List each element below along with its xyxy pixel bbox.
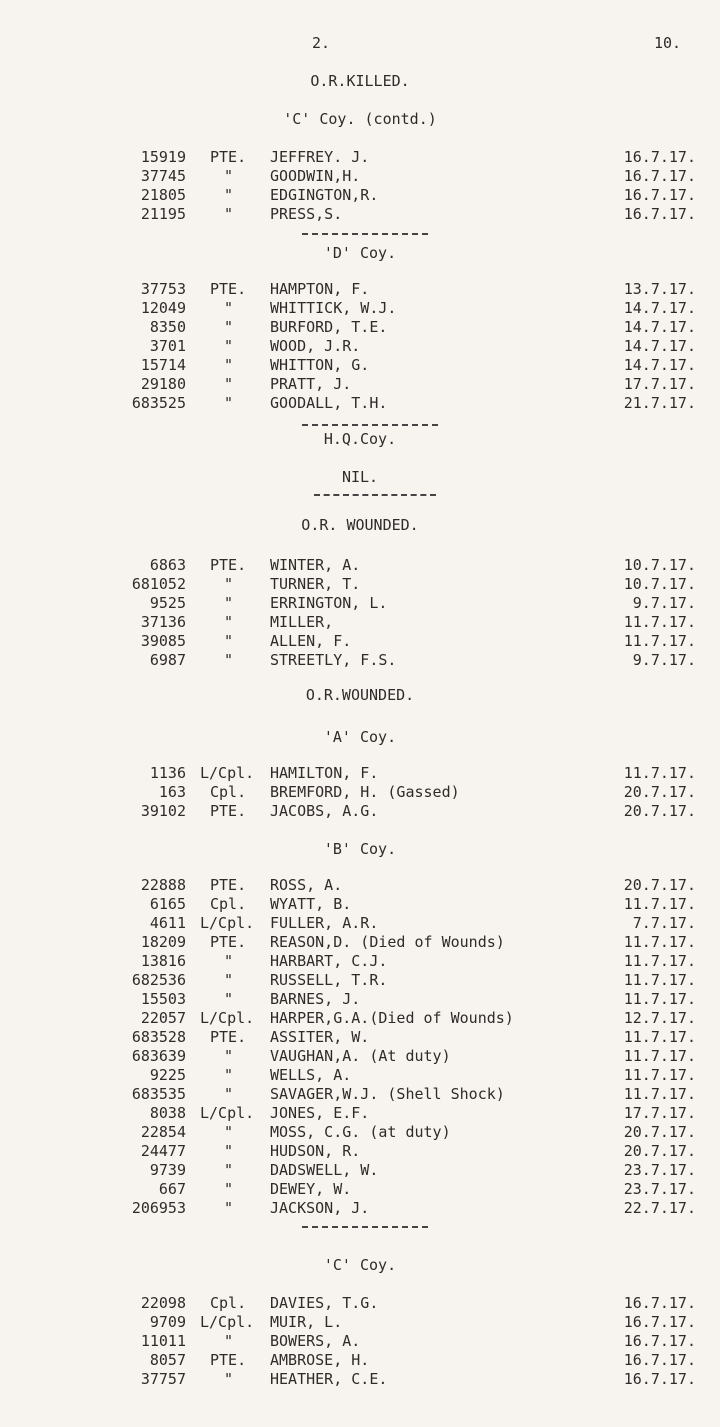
soldier-name: HARPER,G.A.(Died of Wounds): [270, 1009, 514, 1027]
soldier-name: ALLEN, F.: [270, 632, 352, 650]
casualty-date: 16.7.17.: [623, 205, 696, 223]
rank: ": [224, 575, 234, 593]
rank: ": [224, 1085, 234, 1103]
soldier-name: JACOBS, A.G.: [270, 802, 379, 820]
soldier-name: MOSS, C.G. (at duty): [270, 1123, 451, 1141]
casualty-date: 14.7.17.: [623, 356, 696, 374]
soldier-name: GOODALL, T.H.: [270, 394, 388, 412]
casualty-date: 14.7.17.: [623, 299, 696, 317]
rank: L/Cpl.: [200, 764, 255, 782]
service-number: 8057: [149, 1351, 186, 1369]
service-number: 8350: [149, 318, 186, 336]
soldier-name: WELLS, A.: [270, 1066, 352, 1084]
soldier-name: BARNES, J.: [270, 990, 361, 1008]
service-number: 13816: [140, 952, 186, 970]
casualty-date: 11.7.17.: [623, 952, 696, 970]
heading-wounded-2: O.R.WOUNDED.: [305, 686, 415, 704]
casualty-date: 20.7.17.: [623, 1142, 696, 1160]
soldier-name: ERRINGTON, L.: [270, 594, 388, 612]
service-number: 683535: [131, 1085, 186, 1103]
rank: ": [224, 651, 234, 669]
casualty-date: 11.7.17.: [623, 1047, 696, 1065]
rank: ": [224, 205, 234, 223]
service-number: 21195: [140, 205, 186, 223]
casualty-date: 11.7.17.: [623, 933, 696, 951]
casualty-date: 11.7.17.: [623, 613, 696, 631]
separator-line: [314, 494, 436, 496]
rank: ": [224, 1199, 234, 1217]
rank: ": [224, 1180, 234, 1198]
rank: ": [224, 990, 234, 1008]
soldier-name: SAVAGER,W.J. (Shell Shock): [270, 1085, 505, 1103]
soldier-name: WHITTICK, W.J.: [270, 299, 397, 317]
soldier-name: JEFFREY. J.: [270, 148, 370, 166]
service-number: 6165: [149, 895, 186, 913]
service-number: 3701: [149, 337, 186, 355]
soldier-name: HAMPTON, F.: [270, 280, 370, 298]
casualty-date: 11.7.17.: [623, 1085, 696, 1103]
rank: L/Cpl.: [200, 1313, 255, 1331]
rank: ": [224, 375, 234, 393]
rank: ": [224, 952, 234, 970]
rank: ": [224, 318, 234, 336]
soldier-name: BOWERS, A.: [270, 1332, 361, 1350]
service-number: 667: [158, 1180, 186, 1198]
heading-b-coy: 'B' Coy.: [323, 840, 397, 858]
casualty-date: 23.7.17.: [623, 1180, 696, 1198]
rank: L/Cpl.: [200, 914, 255, 932]
casualty-date: 16.7.17.: [623, 167, 696, 185]
heading-hq-coy: H.Q.Coy.: [323, 430, 397, 448]
casualty-date: 13.7.17.: [623, 280, 696, 298]
service-number: 682536: [131, 971, 186, 989]
service-number: 39102: [140, 802, 186, 820]
casualty-date: 14.7.17.: [623, 318, 696, 336]
soldier-name: HUDSON, R.: [270, 1142, 361, 1160]
casualty-date: 11.7.17.: [623, 1028, 696, 1046]
soldier-name: JACKSON, J.: [270, 1199, 370, 1217]
soldier-name: EDGINGTON,R.: [270, 186, 379, 204]
soldier-name: GOODWIN,H.: [270, 167, 361, 185]
rank: ": [224, 1047, 234, 1065]
service-number: 24477: [140, 1142, 186, 1160]
rank: PTE.: [210, 148, 247, 166]
rank: PTE.: [210, 1351, 247, 1369]
rank: ": [224, 613, 234, 631]
casualty-date: 16.7.17.: [623, 1332, 696, 1350]
rank: ": [224, 1370, 234, 1388]
soldier-name: TURNER, T.: [270, 575, 361, 593]
soldier-name: PRESS,S.: [270, 205, 343, 223]
service-number: 206953: [131, 1199, 186, 1217]
casualty-date: 17.7.17.: [623, 375, 696, 393]
rank: PTE.: [210, 556, 247, 574]
separator-line: [302, 424, 438, 426]
rank: L/Cpl.: [200, 1104, 255, 1122]
soldier-name: WYATT, B.: [270, 895, 352, 913]
heading-a-coy: 'A' Coy.: [323, 728, 397, 746]
casualty-date: 23.7.17.: [623, 1161, 696, 1179]
rank: PTE.: [210, 802, 247, 820]
service-number: 681052: [131, 575, 186, 593]
casualty-date: 11.7.17.: [623, 632, 696, 650]
casualty-date: 16.7.17.: [623, 1294, 696, 1312]
rank: Cpl.: [210, 783, 247, 801]
soldier-name: AMBROSE, H.: [270, 1351, 370, 1369]
heading-hq-nil: NIL.: [341, 468, 379, 486]
page-number-left: 2.: [312, 34, 331, 52]
casualty-date: 7.7.17.: [632, 914, 696, 932]
rank: ": [224, 971, 234, 989]
service-number: 29180: [140, 375, 186, 393]
rank: ": [224, 1332, 234, 1350]
page-number-right: 10.: [654, 34, 682, 52]
casualty-date: 9.7.17.: [632, 594, 696, 612]
casualty-date: 17.7.17.: [623, 1104, 696, 1122]
casualty-date: 11.7.17.: [623, 764, 696, 782]
service-number: 22888: [140, 876, 186, 894]
casualty-date: 16.7.17.: [623, 148, 696, 166]
service-number: 163: [158, 783, 186, 801]
rank: ": [224, 594, 234, 612]
rank: ": [224, 1161, 234, 1179]
rank: ": [224, 1066, 234, 1084]
service-number: 683528: [131, 1028, 186, 1046]
soldier-name: JONES, E.F.: [270, 1104, 370, 1122]
casualty-date: 20.7.17.: [623, 1123, 696, 1141]
rank: ": [224, 299, 234, 317]
heading-c-coy-contd: 'C' Coy. (contd.): [283, 110, 437, 128]
service-number: 683525: [131, 394, 186, 412]
soldier-name: STREETLY, F.S.: [270, 651, 397, 669]
service-number: 6987: [149, 651, 186, 669]
soldier-name: ASSITER, W.: [270, 1028, 370, 1046]
rank: PTE.: [210, 876, 247, 894]
casualty-date: 10.7.17.: [623, 575, 696, 593]
service-number: 37753: [140, 280, 186, 298]
service-number: 22098: [140, 1294, 186, 1312]
service-number: 9525: [149, 594, 186, 612]
soldier-name: MILLER,: [270, 613, 334, 631]
service-number: 15919: [140, 148, 186, 166]
casualty-date: 16.7.17.: [623, 1370, 696, 1388]
rank: ": [224, 1123, 234, 1141]
casualty-date: 10.7.17.: [623, 556, 696, 574]
rank: L/Cpl.: [200, 1009, 255, 1027]
service-number: 15503: [140, 990, 186, 1008]
heading-d-coy: 'D' Coy.: [323, 244, 397, 262]
service-number: 4611: [149, 914, 186, 932]
casualty-date: 16.7.17.: [623, 1313, 696, 1331]
casualty-date: 12.7.17.: [623, 1009, 696, 1027]
rank: PTE.: [210, 280, 247, 298]
service-number: 22854: [140, 1123, 186, 1141]
service-number: 39085: [140, 632, 186, 650]
casualty-date: 20.7.17.: [623, 876, 696, 894]
rank: ": [224, 356, 234, 374]
service-number: 15714: [140, 356, 186, 374]
service-number: 6863: [149, 556, 186, 574]
heading-killed: O.R.KILLED.: [310, 72, 410, 90]
soldier-name: MUIR, L.: [270, 1313, 343, 1331]
heading-wounded-1: O.R. WOUNDED.: [301, 516, 419, 534]
service-number: 11011: [140, 1332, 186, 1350]
service-number: 37136: [140, 613, 186, 631]
service-number: 9739: [149, 1161, 186, 1179]
soldier-name: FULLER, A.R.: [270, 914, 379, 932]
casualty-date: 11.7.17.: [623, 895, 696, 913]
rank: PTE.: [210, 933, 247, 951]
service-number: 9709: [149, 1313, 186, 1331]
rank: Cpl.: [210, 895, 247, 913]
service-number: 683639: [131, 1047, 186, 1065]
casualty-date: 22.7.17.: [623, 1199, 696, 1217]
soldier-name: HEATHER, C.E.: [270, 1370, 388, 1388]
soldier-name: BREMFORD, H. (Gassed): [270, 783, 460, 801]
rank: ": [224, 632, 234, 650]
casualty-date: 9.7.17.: [632, 651, 696, 669]
service-number: 8038: [149, 1104, 186, 1122]
casualty-date: 16.7.17.: [623, 186, 696, 204]
casualty-date: 20.7.17.: [623, 783, 696, 801]
casualty-date: 11.7.17.: [623, 990, 696, 1008]
rank: Cpl.: [210, 1294, 247, 1312]
rank: ": [224, 186, 234, 204]
service-number: 1136: [149, 764, 186, 782]
soldier-name: DEWEY, W.: [270, 1180, 352, 1198]
soldier-name: BURFORD, T.E.: [270, 318, 388, 336]
rank: ": [224, 337, 234, 355]
soldier-name: ROSS, A.: [270, 876, 343, 894]
soldier-name: REASON,D. (Died of Wounds): [270, 933, 505, 951]
soldier-name: WINTER, A.: [270, 556, 361, 574]
service-number: 22057: [140, 1009, 186, 1027]
rank: PTE.: [210, 1028, 247, 1046]
service-number: 18209: [140, 933, 186, 951]
soldier-name: DADSWELL, W.: [270, 1161, 379, 1179]
heading-c-coy: 'C' Coy.: [323, 1256, 397, 1274]
rank: ": [224, 1142, 234, 1160]
rank: ": [224, 167, 234, 185]
soldier-name: VAUGHAN,A. (At duty): [270, 1047, 451, 1065]
soldier-name: DAVIES, T.G.: [270, 1294, 379, 1312]
separator-line: [302, 233, 428, 235]
service-number: 12049: [140, 299, 186, 317]
soldier-name: HAMILTON, F.: [270, 764, 379, 782]
casualty-date: 11.7.17.: [623, 1066, 696, 1084]
soldier-name: HARBART, C.J.: [270, 952, 388, 970]
casualty-date: 16.7.17.: [623, 1351, 696, 1369]
casualty-date: 14.7.17.: [623, 337, 696, 355]
service-number: 21805: [140, 186, 186, 204]
separator-line: [302, 1226, 428, 1228]
service-number: 37745: [140, 167, 186, 185]
casualty-date: 11.7.17.: [623, 971, 696, 989]
casualty-date: 20.7.17.: [623, 802, 696, 820]
soldier-name: RUSSELL, T.R.: [270, 971, 388, 989]
service-number: 37757: [140, 1370, 186, 1388]
rank: ": [224, 394, 234, 412]
service-number: 9225: [149, 1066, 186, 1084]
soldier-name: WHITTON, G.: [270, 356, 370, 374]
soldier-name: WOOD, J.R.: [270, 337, 361, 355]
casualty-date: 21.7.17.: [623, 394, 696, 412]
soldier-name: PRATT, J.: [270, 375, 352, 393]
